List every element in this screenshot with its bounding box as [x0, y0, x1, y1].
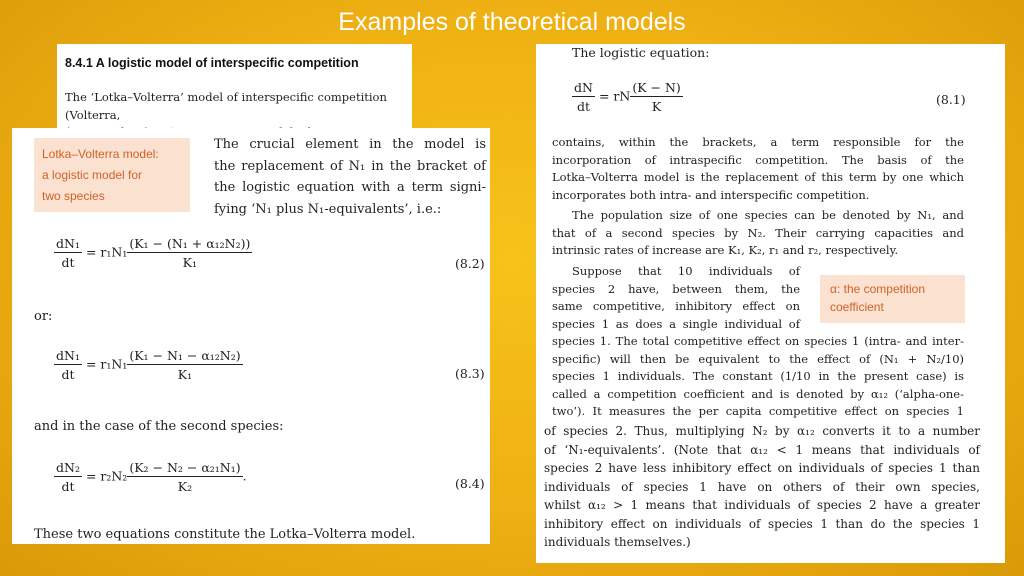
paragraph-3-narrow — [552, 263, 800, 333]
text-line: inhibitory effect on individuals of species 1 than do the species 1 — [544, 516, 980, 531]
text-line: the logistic equation with a term signi- — [214, 180, 486, 195]
competition-coefficient-callout — [820, 275, 965, 323]
lhs-numerator: dN₂ — [56, 460, 80, 475]
intro-line: The ‘Lotka–Volterra’ model of interspecific competition (Volterra, — [65, 90, 387, 122]
text-line: species 1 individuals. The constant (1/10 in the present case) is — [552, 369, 964, 383]
logistic-equation-panel — [536, 44, 1005, 563]
equation-label: (8.4) — [455, 476, 485, 491]
text-line: incorporates both intra- and interspecific competition. — [552, 187, 870, 202]
callout-line: a logistic model for — [42, 168, 143, 182]
equation-mid: = r₁N₁ — [85, 356, 128, 372]
paragraph-2 — [552, 207, 964, 260]
rhs-numerator: (K − N) — [632, 80, 681, 95]
text-line: individuals of species 1 have on others of their own species, — [544, 479, 980, 494]
text-line: two’). It measures the per capita competitive effect on species 1 — [552, 404, 964, 418]
text-line: species 1. The total competitive effect on species 1 (intra- and inter- — [552, 334, 964, 348]
equation-mid: = r₂N₂ — [85, 468, 128, 484]
lotka-volterra-callout — [34, 138, 190, 212]
lhs-denominator: dt — [61, 479, 75, 494]
rhs-denominator: K₁ — [177, 367, 193, 382]
text-line: intrinsic rates of increase are K₁, K₂, r₁ and r₂, respectively. — [552, 243, 899, 257]
text-line: specific) will then be equivalent to the effect of (N₁ + N₂/10) — [552, 351, 964, 366]
callout-line: Lotka–Volterra model: — [42, 147, 159, 161]
text-line: species 2 have, between them, the — [552, 281, 800, 296]
text-line: incorporation of intraspecific competition. The basis of the — [552, 152, 964, 167]
equation-8-1 — [572, 80, 683, 114]
text-line: individuals themselves.) — [544, 535, 691, 549]
callout-line: two species — [42, 189, 105, 203]
equation-8-4 — [54, 460, 247, 494]
rhs-numerator: (K₂ − N₂ − α₂₁N₁) — [129, 460, 241, 475]
equation-mid: = r₁N₁ — [85, 244, 128, 260]
second-species-text: and in the case of the second species: — [34, 419, 284, 434]
lhs-numerator: dN — [574, 80, 593, 95]
lhs-numerator: dN₁ — [56, 348, 80, 363]
text-line: of ‘N₁-equivalents’. (Note that α₁₂ < 1 means that individuals of — [544, 442, 980, 457]
text-line: called a competition coefficient and is denoted by α₁₂ (‘alpha-one- — [552, 386, 964, 401]
paragraph-3-wide — [552, 333, 964, 421]
text-line: fying ‘N₁ plus N₁-equivalents’, i.e.: — [214, 201, 442, 217]
text-line: The population size of one species can be denoted by N₁, and — [572, 208, 964, 222]
lotka-volterra-equations-panel — [12, 128, 490, 544]
text-line: the replacement of N₁ in the bracket of — [214, 158, 486, 174]
lhs-denominator: dt — [61, 367, 75, 382]
equation-label: (8.2) — [455, 256, 485, 271]
equation-label: (8.3) — [455, 366, 485, 381]
rhs-numerator: (K₁ − (N₁ + α₁₂N₂)) — [129, 236, 251, 251]
lhs-numerator: dN₁ — [56, 236, 80, 251]
callout-line: α: the competition — [830, 282, 925, 296]
text-line: species 1 as does a single individual of — [552, 316, 800, 331]
text-line: Lotka–Volterra model is the replacement of this term by one which — [552, 170, 964, 184]
text-line: of species 2. Thus, multiplying N₂ by α₁₂ converts it to a number — [544, 424, 980, 438]
section-heading-panel — [57, 44, 412, 134]
callout-line: coefficient — [830, 300, 884, 314]
text-line: contains, within the brackets, a term responsible for the — [552, 135, 964, 149]
crucial-element-text — [214, 134, 486, 220]
equation-mid: = rN — [598, 88, 631, 104]
equation-tail: . — [242, 468, 247, 484]
equation-8-2 — [54, 236, 252, 270]
equation-8-3 — [54, 348, 243, 382]
rhs-numerator: (K₁ − N₁ − α₁₂N₂) — [129, 348, 241, 363]
paragraph-3-tail — [544, 422, 980, 552]
paragraph-1 — [552, 134, 964, 204]
logistic-heading: The logistic equation: — [572, 45, 710, 60]
lhs-denominator: dt — [576, 99, 590, 114]
equation-label: (8.1) — [936, 92, 966, 107]
section-heading: 8.4.1 A logistic model of interspecific competition — [65, 56, 359, 70]
closing-text: These two equations constitute the Lotka–Volterra model. — [34, 527, 416, 542]
text-line: whilst α₁₂ > 1 means that individuals of species 2 have a greater — [544, 498, 980, 512]
text-line: Suppose that 10 individuals of — [572, 264, 800, 278]
rhs-denominator: K — [651, 99, 662, 114]
rhs-denominator: K₂ — [177, 479, 193, 494]
rhs-denominator: K₁ — [182, 255, 198, 270]
text-line: The crucial element in the model is — [214, 137, 486, 152]
text-line: species 2 have less inhibitory effect on individuals of species 1 than — [544, 461, 980, 475]
slide-title: Examples of theoretical models — [338, 8, 686, 36]
text-line: that of a second species by N₂. Their carrying capacities and — [552, 225, 964, 240]
lhs-denominator: dt — [61, 255, 75, 270]
or-text: or: — [34, 309, 53, 324]
text-line: same competitive, inhibitory effect on — [552, 299, 800, 313]
